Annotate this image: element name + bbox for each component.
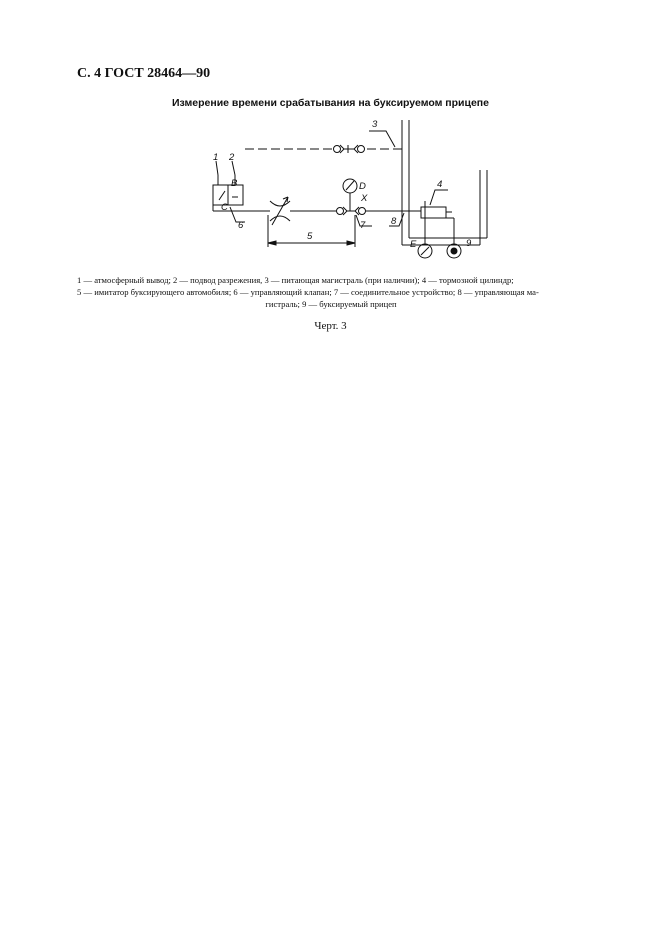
legend-line-2: 5 — имитатор буксирующего автомобиля; 6 — управляющий клапан; 7 — соединительное устройство; 8 — управляющая ма-: [77, 287, 539, 297]
pneumatic-schematic: [0, 0, 661, 270]
label-X: X: [361, 193, 368, 204]
figure-title: Измерение времени срабатывания на буксируемом прицепе: [172, 97, 489, 109]
label-C: C: [221, 202, 228, 213]
label-B: B: [231, 178, 238, 189]
label-5: 5: [307, 231, 313, 242]
label-8: 8: [391, 216, 397, 227]
page-header: С. 4 ГОСТ 28464—90: [77, 66, 211, 81]
label-E: E: [410, 239, 417, 250]
label-D: D: [359, 181, 366, 192]
figure-legend: [77, 274, 585, 310]
label-6: 6: [238, 220, 244, 231]
label-7: 7: [360, 220, 366, 231]
label-4: 4: [437, 179, 443, 190]
label-3: 3: [372, 119, 378, 130]
label-2: 2: [229, 152, 235, 163]
supply-coupling-right: [358, 146, 365, 153]
legend-line-3: гистраль; 9 — буксируемый прицеп: [265, 299, 397, 309]
label-9: 9: [466, 238, 472, 249]
legend-line-1: 1 — атмосферный вывод; 2 — подвод разрежения, 3 — питающая магистраль (при наличии); 4 — тормозной цилиндр;: [77, 275, 514, 285]
supply-coupling-left: [334, 146, 341, 153]
figure-number: Черт. 3: [314, 320, 347, 332]
label-1: 1: [213, 152, 219, 163]
